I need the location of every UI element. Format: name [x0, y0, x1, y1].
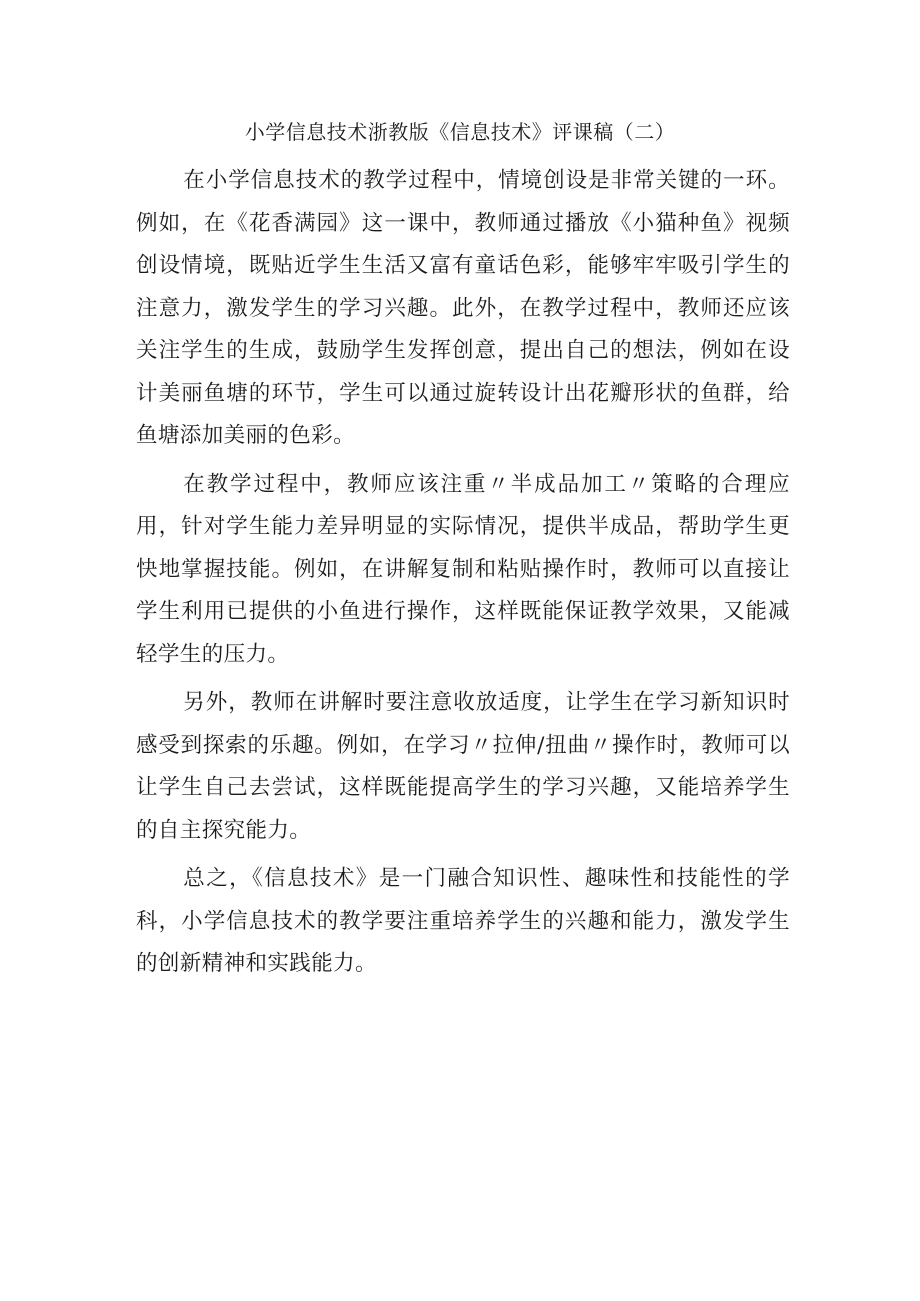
- document-body: [136, 160, 790, 992]
- paragraph-explanation-balance: 另外，教师在讲解时要注意收放适度，让学生在学习新知识时感受到探索的乐趣。例如，在学习〃拉伸/扭曲〃操作时，教师可以让学生自己去尝试，这样既能提高学生的学习兴趣，又能培养学生的自主探究能力。: [136, 690, 790, 843]
- document-title: 小学信息技术浙教版《信息技术》评课稿（二）: [244, 120, 676, 144]
- paragraph-situation-creation: 在小学信息技术的教学过程中，情境创设是非常关键的一环。例如，在《花香满园》这一课中，教师通过播放《小猫种鱼》视频创设情境，既贴近学生生活又富有童话色彩，能够牢牢吸引学生的注意力，激发学生的学习兴趣。此外，在教学过程中，教师还应该关注学生的生成，鼓励学生发挥创意，提出自己的想法，例如在设计美丽鱼塘的环节，学生可以通过旋转设计出花瓣形状的鱼群，给鱼塘添加美丽的色彩。: [136, 168, 790, 448]
- paragraph-semi-finished-strategy: 在教学过程中，教师应该注重〃半成品加工〃策略的合理应用，针对学生能力差异明显的实际情况，提供半成品，帮助学生更快地掌握技能。例如，在讲解复制和粘贴操作时，教师可以直接让学生利用已提供的小鱼进行操作，这样既能保证教学效果，又能减轻学生的压力。: [136, 471, 790, 667]
- paragraph-conclusion: 总之，《信息技术》是一门融合知识性、趣味性和技能性的学科，小学信息技术的教学要注重培养学生的兴趣和能力，激发学生的创新精神和实践能力。: [136, 866, 790, 976]
